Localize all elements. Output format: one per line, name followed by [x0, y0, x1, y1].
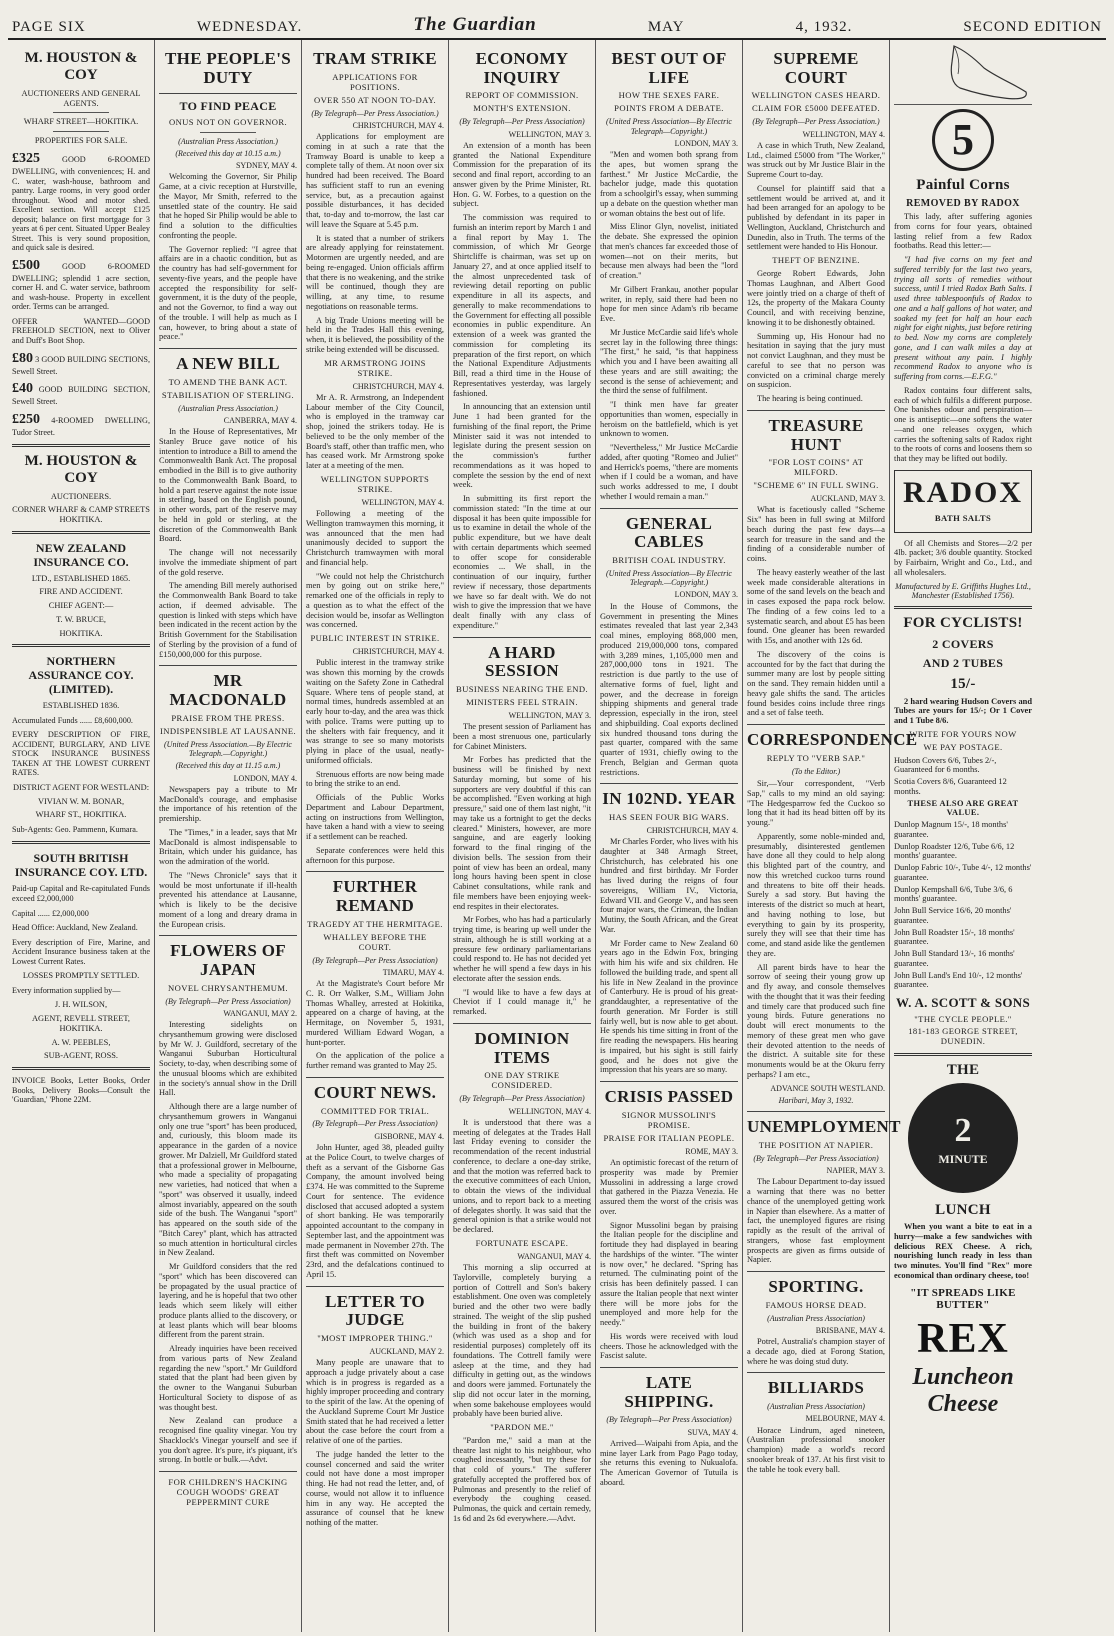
- article-paragraph: An extension of a month has been granted the National Expenditure Commission for the preparation of its second and final report, according to an answer given by the Prime Minister, Rt. Hon. G. W. Forbes, to a question on the subject.: [453, 140, 591, 209]
- article-paragraph: The "News Chronicle" says that it would be most unfortunate if ill-health prevented his attendance at Lausanne, which is likely to be the decisive moment of a long and dreary drama in the European crisis.: [159, 870, 297, 929]
- headline: SUPREME COURT: [773, 49, 859, 87]
- headline: TREASURE HUNT: [768, 415, 864, 454]
- article-paragraph: At the Magistrate's Court before Mr C. R. Orr Walker, S.M., William John Thomas Whalley, arrested at Hokitika, appeared on a charge of having, at the Hermitage, on November 5, 1931, murdered William Edward Wogan, a hunt-porter.: [306, 979, 444, 1047]
- article-paragraph: Mr Gilbert Frankau, another popular writer, in reply, said there had been no hope for men since Adam's rib became Eve.: [600, 284, 738, 324]
- headline: A NEW BILL: [176, 354, 280, 374]
- article-paragraph: "Men and women both sprang from the apes, but women sprang the farthest." Mr Justice McCardie, the bachelor judge, made this quotation from a schoolgirl's essay, when summing up a debate on the question whether man or woman obtains the best out of life.: [600, 150, 738, 218]
- letter-paragraph: Sir,—Your correspondent, "Verb Sap," calls to my mind an old saying: "The Hedgesparrow fed the Cuckoo so long that it had its head bitten off by its young.": [747, 779, 885, 828]
- article-paragraph: Mr Forbes, who has had a particularly trying time, is bearing up well under the strain, although he is still working at a pressure few ordinary parliamentarians could respond to. He has not decided yet whether he will spend a few days in his electorate after the session ends.: [453, 915, 591, 983]
- headline: BILLIARDS: [767, 1378, 865, 1398]
- subheading: MONTH'S EXTENSION.: [473, 103, 571, 114]
- subheading: "PARDON ME.": [490, 1422, 554, 1432]
- masthead: [8, 8, 1106, 40]
- columns: [8, 40, 1106, 1632]
- houston-auctioneers: AUCTIONEERS.: [50, 491, 112, 501]
- advert-paragraph: New Zealand can produce a recognised fine quality vinegar. You try Shacklock's Vinegar yourself and see if you don't agree. It's pure, it's piquant, it's strong. In bottle or bulk.—Advt.: [159, 1416, 297, 1465]
- property-listing: £325 GOOD 6-ROOMED DWELLING, with conveniences; H. and C. water, wash-house, bathroom and pantry. Large rooms, in very good order throughout. Wood and motor shed. Excellent section. Will accept £125 deposit; balance on first mortgage for 3 years at 6 per cent. Situated Upper Bealey Street. This is very sound proposition, and quick sale is desired.: [12, 150, 151, 253]
- headline: TRAM STRIKE: [313, 49, 437, 68]
- article-paragraph: "I would like to have a few days at Cheviot if I could manage it," he remarked.: [453, 987, 591, 1017]
- headline: FURTHER REMAND: [332, 877, 418, 915]
- article-paragraph: An optimistic forecast of the return of prosperity was made by Premier Mussolini in addressing a large crowd that gathered in the Piazza Venezia. He assured them the worst of the crisis was over.: [600, 1158, 738, 1216]
- article-paragraph: Counsel for plaintiff said that a settlement would be arrived at, and it had been arranged for an apology to be published by defendant in its paper in Wellington, Auckland, Christchurch and Dunedin, also in Truth. The terms of the settlement were handed to His Honour.: [747, 183, 885, 252]
- dateline: LONDON, MAY 4.: [233, 773, 297, 783]
- headline-secondary: TO FIND PEACE: [179, 99, 277, 114]
- column-6: [743, 40, 918, 1632]
- letter-signature: ADVANCE SOUTH WESTLAND.: [770, 1083, 885, 1093]
- article-paragraph: John Hunter, aged 38, pleaded guilty at the Police Court, to twelve charges of theft as a servant of the Gisborne Gas Company, the amount involved being £374. He was committed to the Supreme Court for sentence. The evidence disclosed that accused adopted a system of short banking. He was temporarily appointed accountant to the company in September last, and the appointment was made permanent in November 27th. The first theft was committed on November 23rd, and the defalcations continued to April 15.: [306, 1143, 444, 1279]
- headline: SPORTING.: [768, 1277, 864, 1296]
- headline: DOMINION ITEMS: [474, 1028, 570, 1067]
- dateline: WELLINGTON, MAY 4.: [802, 129, 885, 139]
- dateline: NAPIER, MAY 3.: [826, 1165, 885, 1175]
- article-paragraph: Horace Lindrum, aged nineteen, (Australian professional snooker champion) made a world's record snooker break of 137. At his first visit to the table he took every ball.: [747, 1425, 885, 1474]
- list-heading: THESE ALSO ARE GREAT VALUE.: [907, 798, 1019, 818]
- article-paragraph: His words were received with loud cheers. Those he acknowledged with the Fascist salute.: [600, 1331, 738, 1361]
- corn-ad-subheadline: REMOVED BY RADOX: [906, 197, 1020, 209]
- article-paragraph: Newspapers pay a tribute to Mr MacDonald's courage, and emphasise the importance of his retention of the premiership.: [159, 784, 297, 824]
- article-paragraph: Mr Forder came to New Zealand 60 years ago in the Edwin Fox, bringing with him his wife and six children. He followed the building trade, and spent all his life in New Zealand in the province of Canterbury. He is proud of his great-granddaughter, a representative of the fourth generation. Mr Forder is still fairly well, but is now able to get about. He spends his time sitting in front of the fire reading the newspapers. His hearing is impaired, but his sight is still fairly good, and he does not give the impression that his years are so many.: [600, 938, 738, 1075]
- subheading: HOW THE SEXES FARE.: [618, 90, 720, 101]
- article-paragraph: It is stated that a number of strikers are already applying for reinstatement. Motormen are urgently needed, and are being re-engaged. Union officials affirm that there is no weakening, and the strike will be continued, though they are willing, at any time, to resume negotiations on reasonable terms.: [306, 233, 444, 311]
- cycle-price-list: [894, 756, 1032, 991]
- chief-agent-label: CHIEF AGENT:—: [48, 601, 114, 611]
- received-line: (Received this day at 10.15 a.m.): [175, 148, 281, 158]
- south-british-title: SOUTH BRITISH INSURANCE COY. LTD.: [14, 850, 148, 879]
- credit-line: (By Telegraph—Per Press Association): [459, 117, 585, 127]
- column-3: [302, 40, 449, 1632]
- article-paragraph: In the House of Representatives, Mr Stanley Bruce gave notice of his intention to introduce a Bill to amend the Commonwealth Bank Act. The proposal embodied in the Bill is to give authority to the Commonwealth Bank Board, to hold a part reserve against the note issue in sterling, based on the English pound, in other words, part of the reserve may be held in gold or sterling, at the discretion of the Commonwealth Bank Board.: [159, 427, 297, 544]
- column-4: [449, 40, 596, 1632]
- district-agent-address: WHARF ST., HOKITIKA.: [35, 810, 127, 820]
- article-paragraph: Mr A. R. Armstrong, an Independent Labour member of the City Council, who is employed in the tramway car shop, joined the strikers today. He is believed to be the only member of the Board's staff, other than traffic men, who has ceased work. Mr Armstrong spoke later at a meeting of the men.: [306, 392, 444, 471]
- article-paragraph: On the application of the police a further remand was granted to May 25.: [306, 1051, 444, 1071]
- dateline: LONDON, MAY 3.: [674, 138, 738, 148]
- headline: BEST OUT OF LIFE: [611, 49, 727, 87]
- corn-ad-testimonial: "I had five corns on my feet and suffered terribly for the last two years, trying all sorts of remedies without success, until I tried Radox Bath Salts. I used three tablespoonfuls of Radox to one and a half gallons of hot water, and soaked my feet for half an hour each night for eight nights, just before retiring to bed. Now my corns are completely gone, and I can walk miles a day at present without any pain. I highly recommend Radox to anyone who is suffering from corns.—E.F.G.": [894, 255, 1032, 382]
- subheading: WHALLEY BEFORE THE COURT.: [323, 931, 427, 952]
- dateline: CHRISTCHURCH, MAY 4.: [352, 647, 444, 656]
- subheading: FAMOUS HORSE DEAD.: [765, 1299, 867, 1310]
- northern-established: ESTABLISHED 1836.: [42, 701, 120, 711]
- scott-tagline: "THE CYCLE PEOPLE.": [914, 1013, 1012, 1024]
- subheading: WELLINGTON CASES HEARD.: [751, 90, 881, 101]
- dateline: SUVA, MAY 4.: [687, 1427, 738, 1437]
- cyclists-write: WRITE FOR YOURS NOW: [909, 728, 1017, 739]
- dateline: ROME, MAY 3.: [685, 1146, 738, 1156]
- subheading: CLAIM FOR £5000 DEFEATED.: [752, 103, 880, 114]
- property-listing: £250 4-ROOMED DWELLING, Tudor Street.: [12, 412, 151, 438]
- subheading: WELLINGTON SUPPORTS STRIKE.: [320, 473, 430, 494]
- houston-ad-title: M. HOUSTON & COY: [24, 50, 138, 84]
- credit-line: (United Press Association—By Electric Telegraph—Copyright.): [606, 117, 732, 136]
- radox-subtitle: BATH SALTS: [934, 512, 992, 523]
- headline: LATE SHIPPING.: [624, 1373, 714, 1411]
- headline: THE PEOPLE'S DUTY: [165, 49, 291, 87]
- radox-stockists: Of all Chemists and Stores—2/2 per 4lb. packet; 3/6 double quantity. Stocked by Fairbairn, Wright and Co., Ltd., and all wholesalers.: [894, 538, 1032, 577]
- credit-line: (United Press Association—By Electric Telegraph.—Copyright.): [606, 568, 732, 588]
- article-paragraph: Potrel, Australia's champion stayer of a decade ago, died at Forong Station, where he was doing stud duty.: [747, 1337, 885, 1366]
- rex-lunch: LUNCH: [935, 1201, 991, 1218]
- article-paragraph: Many people are unaware that to approach a judge privately about a case which is in progress is regarded as a highly improper proceeding and contrary to the spirit of the law. At the opening of the Auckland Supreme Court Mr Justice Smith stated that he had received a letter about the case before the court from a relative of one of the parties.: [306, 1358, 444, 1446]
- rex-clock-label: MINUTE: [938, 1151, 988, 1166]
- dateline: AUCKLAND, MAY 3.: [810, 494, 885, 504]
- list-item: John Bull Service 16/6, 20 months' guarantee.: [894, 906, 1012, 925]
- credit-line: (By Telegraph—Per Press Association.): [752, 117, 880, 127]
- northern-assurance-title: NORTHERN ASSURANCE COY. (LIMITED).: [28, 654, 134, 697]
- property-listing: £40 GOOD BUILDING SECTION, Sewell Street.: [12, 381, 150, 407]
- south-british-office: Head Office: Auckland, New Zealand.: [12, 923, 138, 933]
- dateline: LONDON, MAY 3.: [674, 590, 738, 600]
- article-paragraph: In submitting its first report the commission stated: "In the time at our disposal it has been quite impossible for us to examine in detail the whole of the public expenditure, but we have dealt with certain departments which seemed to offer scope for considerable economies ... We shall, in the continuation of our inquiry, further review if necessary, those departments we have so far dealt with. We do not wish to give the impression that we have dealt finally with any class of expenditure.": [453, 494, 591, 630]
- article-paragraph: The judge handed the letter to the counsel concerned and said the writer could not have done a most improper thing. He had not read the letter, and, of course, would not allow it to influence him in any way. He accepted the assurance of counsel that he knew nothing of the matter.: [306, 1449, 444, 1528]
- letter-paragraph: All parent birds have to hear the sorrow of seeing their young grow up and fly away, and console themselves with the thought that it was their feeding and timely care that produced such fine young birds. Future generations no doubt will erect monuments to the memory of these great men who gave their devoted attention to the needs of the district. A suitable site for these monuments would be at the Okuru ferry perhaps? I am etc.,: [747, 962, 885, 1079]
- dateline: MELBOURNE, MAY 4.: [805, 1414, 885, 1424]
- scott-address: 181-183 GEORGE STREET, DUNEDIN.: [908, 1026, 1018, 1047]
- district-agent-label: DISTRICT AGENT FOR WESTLAND:: [12, 782, 150, 792]
- article-paragraph: Separate conferences were held this afternoon for this purpose.: [306, 845, 444, 865]
- headline: ECONOMY INQUIRY: [475, 49, 569, 87]
- subheading: OVER 550 AT NOON TO-DAY.: [313, 94, 437, 105]
- article-paragraph: Public interest in the tramway strike was shown this morning by the crowds waiting on the Safety Zone in Cathedral Square. Where tens of people stand, at normal times, hundreds assembled at an early hour to-day, and the area was thick with police. Trams were putting up to the shelters with fair frequency, and it was strange to see so many motorists plying in place of the usual, neatly-uniformed officials.: [306, 658, 444, 765]
- subheading: REPORT OF COMMISSION.: [465, 90, 579, 101]
- subheading: THEFT OF BENZINE.: [772, 255, 860, 266]
- article-paragraph: "I think men have far greater opportunities than women, especially in heroism on the battlefield, which is yet unknown to women.: [600, 400, 738, 439]
- article-paragraph: It is understood that there was a meeting of delegates at the Trades Hall last Friday evening to consider the recommendation of the recent industrial conference, to declare a one-day strike, and that the motion was referred back to the executive committees of each Union, to obtain the views of the individual unions, and to report back to a meeting of delegates shortly. It was said that the general opinion is that a strike would not be declared.: [453, 1117, 591, 1235]
- dateline: TIMARU, MAY 4.: [382, 967, 444, 977]
- article-paragraph: The Labour Department to-day issued a warning that there was no better chance of the unemployed getting work in Napier than elsewhere. As a matter of fact, the unemployed figures are rising rapidly as the result of the arrival of strangers, whose fast employment prospects are given as firms outside of Napier.: [747, 1177, 885, 1265]
- headline: CRISIS PASSED: [604, 1087, 734, 1107]
- subheading: "SCHEME 6" IN FULL SWING.: [753, 480, 879, 491]
- wilson-name: J. H. WILSON,: [54, 1000, 108, 1010]
- peebles-name: A. W. PEEBLES,: [51, 1037, 111, 1047]
- woods-cure-ad: FOR CHILDREN'S HACKING COUGH WOODS' GREAT PEPPERMINT CURE: [168, 1477, 288, 1508]
- rex-cheese: Cheese: [927, 1391, 999, 1418]
- article-paragraph: Although there are a large number of chrysanthemum growers in Wanganui only one true "sport" has been produced, and, curiously, this bloom made its appearance in the garden of a novice grower. Mr Dalziell, Mr Guildford stated that a professional grower in Melbourne, who made a speciality of propagating new varieties, had noticed that when a "sport" was observed it usually, indeed almost invariably, appeared on the south side of the bush. The Wanganui "sport" has appeared on the south side of the "Bitch Carey" plant, which has attracted so much attention in horticultural circles in New Zealand.: [159, 1102, 297, 1258]
- headline: MR MACDONALD: [169, 671, 287, 710]
- page-number: PAGE SIX: [12, 19, 86, 35]
- column-1-advertisements: [8, 40, 155, 1632]
- subheading: MINISTERS FEEL STRAIN.: [466, 696, 578, 707]
- article-paragraph: A big Trade Unions meeting will be held in the Trades Hall this evening, when, it is believed, the possibility of the strike being extended will be discussed.: [306, 315, 444, 354]
- column-7-advertisements: [890, 40, 1036, 1632]
- dateline: WANGANUI, MAY 4.: [517, 1251, 591, 1261]
- cyclists-headline: FOR CYCLISTS!: [903, 615, 1023, 632]
- article-paragraph: The "Times," in a leader, says that Mr MacDonald is almost indispensable to Britain, which under his guidance, has won the admiration of the world.: [159, 827, 297, 867]
- list-item: Hudson Covers 6/6, Tubes 2/-, Guaranteed for 6 months.: [894, 755, 997, 775]
- dateline: WELLINGTON, MAY 4.: [361, 497, 444, 507]
- houston-ad-subtitle: AUCTIONEERS AND GENERAL AGENTS.: [21, 88, 141, 108]
- credit-line: (Australian Press Association): [767, 1313, 865, 1323]
- scott-name: W. A. SCOTT & SONS: [895, 995, 1030, 1011]
- nz-insurance-title: NEW ZEALAND INSURANCE CO.: [33, 540, 129, 569]
- headline: A HARD SESSION: [485, 642, 559, 681]
- dateline: SYDNEY, MAY 4.: [235, 161, 297, 171]
- properties-heading: PROPERTIES FOR SALE.: [34, 136, 128, 146]
- article-paragraph: Summing up, His Honour had no hesitation in saying that the jury must not convict Laughnan, and they must be careful to see that no person was convicted on a criminal charge merely on suspicion.: [747, 331, 885, 390]
- chief-agent-name: T. W. BRUCE,: [56, 614, 106, 624]
- district-agent-name: VIVIAN W. M. BONAR,: [37, 796, 125, 806]
- weekday: WEDNESDAY.: [196, 19, 303, 35]
- article-paragraph: George Robert Edwards, John Thomas Laughnan, and Albert Good were jointly tried on a charge of theft of 12s, the property of the Makara County Council, and with receiving benzine, knowing it to be dishonestly obtained.: [747, 269, 885, 327]
- subheading: PRAISE FROM THE PRESS.: [171, 712, 285, 723]
- advert-paragraph: "Pardon me," said a man at the theatre last night to his neighbour, who coughed incessantly, "but try these for that cold of yours." The sufferer gratefully accepted the proffered box of Pulmonas and presently to the relief of everybody the coughing ceased. Pulmonas, the quick and certain remedy, 1s 6d and 2s 6d everywhere.—Advt.: [453, 1435, 591, 1523]
- subheading: SIGNOR MUSSOLINI'S PROMISE.: [621, 1109, 717, 1130]
- subheading: ONUS NOT ON GOVERNOR.: [168, 116, 288, 127]
- headline: COURT NEWS.: [313, 1082, 437, 1102]
- headline: FLOWERS OF JAPAN: [170, 941, 286, 980]
- subheading: ONE DAY STRIKE CONSIDERED.: [484, 1070, 560, 1091]
- dateline: CHRISTCHURCH, MAY 4.: [646, 825, 738, 835]
- article-paragraph: The hearing is being continued.: [757, 394, 863, 404]
- list-item: Dunlop Roadster 12/6, Tube 6/6, 12 months' guarantee.: [894, 841, 1015, 861]
- article-paragraph: Already inquiries have been received from various parts of New Zealand regarding the new "sport." Mr Guildford stated that the plant had been given by the owner to the Wanganui Suburban Horticultural Society to dispose of as was thought best.: [159, 1344, 297, 1412]
- cyclists-offer-2: AND 2 TUBES: [922, 655, 1004, 670]
- subheading: PRAISE FOR ITALIAN PEOPLE.: [603, 1132, 735, 1143]
- article-paragraph: Signor Mussolini began by praising the Italian people for the discipline and fortitude they had displayed in bearing the hardships of the winter. "The winter is now over," he declared. "Spring has returned. The culminating point of the crisis has been definitely passed. I can assure the Italian people that next winter there will be more jobs for the unemployed and more help for the needy.": [600, 1220, 738, 1328]
- radox-manufacturer: Manufactured by E. Griffiths Hughes Ltd., Manchester (Established 1756).: [895, 581, 1031, 600]
- dateline: CHRISTCHURCH, MAY 4.: [352, 120, 444, 130]
- headline: LETTER TO JUDGE: [325, 1291, 425, 1330]
- property-listing: OFFER WANTED—GOOD FREEHOLD SECTION, next to Oliver and Duff's Boot Shop.: [12, 316, 150, 345]
- list-item: Scotia Covers 8/6, Guaranteed 12 months.: [894, 777, 1007, 796]
- article-paragraph: The commission was required to furnish an interim report by March 1 and a final report by May 1. The commission, of which Mr George Shirtcliffe is chairman, was set up on January 27, and at once applied itself to the almost unprecedented task of reviewing detail reporting on public expenditure in all its aspects, and generally to make recommendations to the Government for effecting all possible economies in public expenditure. An extension of a week was granted the commission for completing its preparation of the first report, on which the National Expenditure Adjustments Bill, read a third time in the House of Representatives yesterday, was largely fashioned.: [453, 213, 591, 398]
- subheading: STABILISATION OF STERLING.: [161, 389, 295, 400]
- list-item: John Bull Roadster 15/-, 18 months' guarantee.: [894, 927, 1015, 947]
- article-paragraph: In the House of Commons, the Government in presenting the Mines estimates revealed that last year 2,343 coal mines, employing 868,000 men, produced 219,000,000 tons, compared with 3,289 mines, 1,105,000 men and 287,000,000 tons in 1921. The restriction is due partly to the use of alternative forms of fuel, light and power, and the decrease in foreign shipping shipments and general trade depression, especially in the iron, steel and shipbuilding. Coal exports declined six hundred thousand tons during the past quarter, compared with the same quarter of 1931, chiefly owing to the French, Belgian and German quota restrictions.: [600, 601, 738, 777]
- article-paragraph: The heavy easterly weather of the last week made considerable alterations in some of the sand levels on the beach and in cases exposed the papa rock below. The finding of a few coins led to a systematic search, and about £5 has been found. One gleaner has been rewarded with 15s, and another with 12s 6d.: [747, 567, 885, 646]
- credit-line: (Australian Press Association): [767, 1402, 865, 1412]
- credit-line: (By Telegraph—Per Press Association): [606, 1415, 732, 1425]
- property-listing: £80 3 GOOD BUILDING SECTIONS, Sewell Street.: [12, 350, 151, 376]
- corn-count: 5: [932, 109, 994, 171]
- column-2: [155, 40, 302, 1632]
- northern-funds: Accumulated Funds ...... £8,600,000.: [12, 715, 133, 725]
- list-item: John Bull Land's End 10/-, 12 months' guarantee.: [894, 970, 1023, 990]
- rex-clock-number: 2: [954, 1111, 972, 1149]
- corn-ad-body-2: Radox contains four different salts, each of which fulfils a different purpose. One banishes odour and perspiration—one is antiseptic—one softens the water—and one releases oxygen, which carries the softening salts of Radox right to the roots of corns and loosens them so that they may be lifted out bodily.: [894, 385, 1032, 464]
- foot-icon: [894, 44, 1032, 102]
- chief-agent-town: HOKITIKA.: [59, 628, 103, 638]
- cyclists-postage: WE PAY POSTAGE.: [923, 741, 1003, 752]
- subheading: MR ARMSTRONG JOINS STRIKE.: [324, 357, 426, 378]
- cyclists-price: 15/-: [950, 676, 976, 693]
- rex-brand: REX: [917, 1315, 1009, 1362]
- article-paragraph: The discovery of the coins is accounted for by the fact that during the summer many are lost by people sitting on the sand. They remain hidden until a heavy gale shifts the sand. The articles found besides coins include three rings and a set of false teeth.: [747, 649, 885, 718]
- list-item: Dunlop Kempshall 6/6, Tube 3/6, 6 months' guarantee.: [894, 884, 1013, 904]
- houston-ad-title-2: M. HOUSTON & COY: [24, 452, 138, 487]
- peebles-address: SUB-AGENT, ROSS.: [43, 1051, 119, 1061]
- rex-the: THE: [946, 1062, 980, 1079]
- dateline: BRISBANE, MAY 4.: [815, 1325, 885, 1335]
- subheading: THE POSITION AT NAPIER.: [758, 1139, 874, 1150]
- rex-logo: [894, 1315, 1032, 1419]
- article-paragraph: The amending Bill merely authorised the Commonwealth Bank Board to take action, if deemed advisable. The question is linked with steps which have been indicated in the recent action by the British Government for the Stabilisation of Sterling by the provision of a fund of £150,000,000 for this purpose.: [159, 581, 297, 659]
- rex-luncheon: Luncheon: [912, 1363, 1014, 1390]
- corn-ad-headline: Painful Corns: [916, 177, 1010, 193]
- subheading: TRAGEDY AT THE HERMITAGE.: [307, 918, 443, 929]
- article-paragraph: Interesting sidelights on chrysanthemum growing were disclosed by Mr W. J. Guildford, secretary of the Wanganui Suburban Horticultural Society, to-day, when describing some of the unusual blooms which are exhibited in the society's annual show in the Drill Hall.: [159, 1020, 297, 1098]
- subheading: REPLY TO "VERB SAP.": [766, 752, 866, 763]
- dateline: CHRISTCHURCH, MAY 4.: [352, 381, 444, 391]
- foot-illustration: [894, 44, 1032, 105]
- headline: IN 102ND. YEAR: [602, 789, 736, 809]
- editor-salutation: (To the Editor.): [791, 766, 841, 776]
- article-paragraph: Mr Charles Forder, who lives with his daughter at 348 Armagh Street, Christchurch, has celebrated his one hundred and first birthday. Mr Forder has lived during the reigns of four sovereigns, William IV., Victoria, Edward VII. and George V., and has seen four major wars, the Crimean, the Indian Mutiny, the South African, and the Great War.: [600, 837, 738, 934]
- received-line: (Received this day at 11.15 a.m.): [175, 761, 281, 771]
- losses-settled: LOSSES PROMPTLY SETTLED.: [22, 971, 140, 981]
- dateline: WELLINGTON, MAY 4.: [508, 1106, 591, 1116]
- subheading: POINTS FROM A DEBATE.: [614, 103, 724, 114]
- article-paragraph: Strenuous efforts are now being made to bring the strike to an end.: [306, 769, 444, 789]
- subheading: HAS SEEN FOUR BIG WARS.: [608, 811, 730, 822]
- subheading: BUSINESS NEARING THE END.: [455, 683, 589, 694]
- houston-ad-address: WHARF STREET—HOKITIKA.: [23, 117, 139, 127]
- article-paragraph: "We could not help the Christchurch men by going out on strike here," remarked one of the officials in reply to a question as to what the effect of the decision would be, insofar as Wellington was concerned.: [306, 571, 444, 630]
- article-paragraph: Mr Guildford considers that the red "sport" which has been discovered can be propagated by the usual practice of layering, and he is hopeful that two other leads which seem likely will either produce plants allied to the discovery, or at least plants which will bear blooms different from the parent strain.: [159, 1262, 297, 1340]
- article-paragraph: "Nevertheless," Mr Justice McCardie added, after quoting "Romeo and Juliet" and Herrick's poems, "there are moments when if I could be a woman, and have such works addressed to me, I doubt whether I would remain a man.": [600, 443, 738, 501]
- credit-line: (By Telegraph—Per Press Association): [753, 1153, 879, 1163]
- article-paragraph: Following a meeting of the Wellington tramwaymen this morning, it was announced that the men had unanimously decided to support the Christchurch tramwaymen with moral and financial help.: [306, 509, 444, 567]
- article-paragraph: What is facetiously called "Scheme Six" has been in full swing at Milford beach during the past few days—a search for treasure in the sand and the finding of a considerable number of coins.: [747, 505, 885, 564]
- list-item: Dunlop Fabric 10/-, Tube 4/-, 12 months' guarantee.: [894, 863, 1032, 882]
- edition-label: SECOND EDITION: [963, 19, 1102, 35]
- article-paragraph: Miss Elinor Glyn, novelist, initiated the debate. She expressed the opinion that men's chances far exceeded those of women—not on their merits, but because men always had been the "lord of creation.": [600, 222, 738, 281]
- credit-line: (By Telegraph—Per Press Association): [165, 996, 291, 1006]
- article-paragraph: The Governor replied: "I agree that affairs are in a chaotic condition, but as the country has had self-government for seventy-five years, and the people have accepted the responsibility for self-government, it is the duty of the people, and not the Governor, to find a way out of the trouble. I will help as much as I can, however, to bring about a state of peace.": [159, 244, 297, 342]
- dateline: CANBERRA, MAY 4.: [223, 415, 297, 425]
- article-paragraph: The present session of Parliament has been a most strenuous one, particularly for Cabinet Ministers.: [453, 722, 591, 751]
- info-supplied: Every information supplied by—: [12, 985, 121, 995]
- property-listing: £500 GOOD 6-ROOMED DWELLING; splendid 1 acre section, corner H. and C. water service, bathroom and wash-house. Property in excellent order. Terms can be arranged.: [12, 257, 151, 312]
- clock-icon: [908, 1083, 1018, 1193]
- houston-corner-address: CORNER WHARF & CAMP STREETS HOKITIKA.: [12, 505, 150, 525]
- subheading: COMMITTED FOR TRIAL.: [320, 1105, 430, 1116]
- article-paragraph: Mr Forbes has predicted that the business will be finished by next Saturday morning, but some of his supporters are very doubtful if this can be accomplished. "Even working at high pressure," said one of them last night, "it may take us a fortnight to get the decks cleared." Ministers, however, are more sanguine, and are eagerly looking forward to the final ringing of the division bells. The session from their point of view has been an ordeal, many long hours having been spent in close Cabinet consultations, while rank and file members have been enjoying week-end respites in their electorates.: [453, 755, 591, 911]
- article-paragraph: In announcing that an extension until June 1 had been granted for the furnishing of the final report, the Prime Minister said it was not intended to legislate during the present session on the commission's further recommendations as it was hoped to complete the session by the end of next week.: [453, 402, 591, 490]
- cyclists-offer-1: 2 COVERS: [932, 636, 994, 651]
- article-paragraph: Welcoming the Governor, Sir Philip Game, at a civic reception at Hurstville, the Mayor, Mr Smith, referred to the unsettled state of the country. He said that he hoped Sir Philip would be able to find a solution to the difficulties confronting the people.: [159, 172, 297, 240]
- list-item: Dunlop Magnum 15/-, 18 months' guarantee.: [894, 820, 1008, 839]
- credit-line: (By Telegraph—Per Press Association): [312, 1119, 438, 1129]
- list-item: John Bull Standard 13/-, 16 months' guarantee.: [894, 949, 1015, 968]
- invoice-books-ad: INVOICE Books, Letter Books, Order Books, Delivery Books—Consult the 'Guardian,' 'Phone 22M.: [12, 1076, 150, 1105]
- article-paragraph: Officials of the Public Works Department and Labour Department, acting on instructions from Wellington, have taken a hand with a view to seeing if a settlement can be reached.: [306, 793, 444, 842]
- dateline: GISBORNE, MAY 4.: [374, 1131, 444, 1141]
- cyclists-body: 2 hard wearing Hudson Covers and Tubes are yours for 15/-; Or 1 Cover and 1 Tube 8/6.: [894, 696, 1032, 726]
- subheading: "FOR LOST COINS" AT MILFORD.: [768, 457, 864, 478]
- dateline: AUCKLAND, MAY 2.: [369, 1346, 444, 1356]
- rex-body: When you want a bite to eat in a hurry—make a few sandwiches with delicious REX Cheese. A rich, nourishing lunch ready in less than two minutes. You'll find "Rex" more economical than ordinary cheese, too!: [894, 1222, 1032, 1280]
- headline: CORRESPONDENCE: [747, 730, 918, 750]
- south-british-capital: Capital ...... £2,000,000: [12, 908, 89, 918]
- column-5: [596, 40, 743, 1632]
- article-paragraph: Arrived—Waipahi from Apia, and the mine layer Lark from Pago Pago today, she returns this evening to Nukualofa. The American Governor of Tutuila is aboard.: [600, 1438, 738, 1487]
- credit-line: (United Press Association.—By Electric Telegraph.—Copyright.): [164, 739, 292, 759]
- credit-line: (Australian Press Association.): [178, 136, 278, 146]
- issue-month: MAY: [647, 19, 685, 35]
- nz-insurance-established: LTD., ESTABLISHED 1865.: [31, 573, 131, 583]
- wilson-address: AGENT, REVELL STREET, HOKITIKA.: [32, 1014, 130, 1033]
- article-paragraph: This morning a slip occurred at Taylorville, completely burying a portion of Cottrell and Son's bakery establishment. One oven was completely buried and the other two were badly strained. The weight of the slip pushed the building in front of the bakery (which was used as a shop and for residential purposes) completely off its foundations. The Cottrell family were asleep at the time, and they had difficulty in getting out, as the windows and doors were jammed. Fortunately the slip did not occur later in the morning, when some bakehouse employees would probably have been buried alive.: [453, 1263, 591, 1419]
- south-british-business: Every description of Fire, Marine, and Accident Insurance business taken at the Lowest Current Rates.: [12, 937, 150, 966]
- subheading: "MOST IMPROPER THING.": [317, 1332, 433, 1343]
- subheading: NOVEL CHRYSANTHEMUM.: [168, 982, 288, 993]
- subheading: INDISPENSIBLE AT LAUSANNE.: [159, 725, 297, 736]
- south-british-funds: Paid-up Capital and Re-capitulated Funds exceed £2,000,000: [12, 884, 150, 903]
- radox-logo: RADOX: [903, 475, 1023, 509]
- letter-paragraph: Apparently, some noble-minded and, presumably, disinterested gentlemen have done all they could to help along this blighted part of the country, and now this wretched cuckoo turns round and threatens to bite off their heads. Surely a sad story. But having the interests of the district so much at heart, and having nothing to lose, but everything to gain by its prosperity, surely they will see that their time has come, and stand aside like the gentlemen they are.: [747, 831, 885, 958]
- radox-ad: [894, 470, 1032, 533]
- dateline: WANGANUI, MAY 2.: [223, 1008, 297, 1018]
- sub-agents: Sub-Agents: Geo. Pammenn, Kumara.: [12, 825, 138, 835]
- subheading: TO AMEND THE BANK ACT.: [168, 376, 288, 387]
- northern-business: EVERY DESCRIPTION OF FIRE, ACCIDENT, BURGLARY, AND LIVE STOCK INSURANCE BUSINESS TAKEN AT THE LOWEST CURRENT RATES.: [12, 730, 150, 778]
- article-paragraph: A case in which Truth, New Zealand, Ltd., claimed £5000 from "The Worker," was struck out by Mr Justice Blair in the Supreme Court to-day.: [747, 140, 885, 180]
- corn-ad-body: This lady, after suffering agonies from corns for four years, obtained lasting relief from a few Radox footbaths. Read this letter:—: [894, 212, 1032, 251]
- issue-date: 4, 1932.: [795, 19, 853, 35]
- credit-line: (By Telegraph—Per Press Association.): [311, 108, 439, 118]
- article-paragraph: Mr Justice McCardie said life's whole secret lay in the following three things: "The first," he said, "is that happiness which you and I have been awaiting all these years and are still awaiting; the second is the sense of achievement; and the third the sense of fulfilment.: [600, 327, 738, 396]
- fire-accident: FIRE AND ACCIDENT.: [39, 587, 123, 597]
- credit-line: (Australian Press Association.): [178, 403, 278, 413]
- letter-date: Haribari, May 3, 1932.: [778, 1095, 854, 1105]
- headline: UNEMPLOYMENT: [747, 1117, 901, 1137]
- credit-line: (By Telegraph—Per Press Association): [312, 955, 438, 965]
- headline: GENERAL CABLES: [625, 513, 713, 552]
- article-paragraph: The change will not necessarily involve the immediate shipment of part of the gold reserve.: [159, 548, 297, 577]
- subheading: BRITISH COAL INDUSTRY.: [612, 554, 726, 565]
- article-paragraph: Applications for employment are coming in at such a rate that the Tramway Board is unable to keep a complete tally of them. At noon over six hundred had been received. The Board has sufficient staff to run an evening service, but, as a precaution against possible disturbances, it has decided that, to-day and to-morrow, the last car will leave the Square at 5.45 p.m.: [306, 132, 444, 229]
- dateline: WELLINGTON, MAY 3.: [508, 129, 591, 139]
- subheading: FORTUNATE ESCAPE.: [475, 1237, 569, 1248]
- subheading: APPLICATIONS FOR POSITIONS.: [332, 71, 418, 92]
- rex-spreads: "IT SPREADS LIKE BUTTER": [910, 1286, 1016, 1311]
- newspaper-title: The Guardian: [413, 14, 537, 35]
- credit-line: (By Telegraph—Per Press Association): [459, 1094, 585, 1104]
- dateline: WELLINGTON, MAY 3.: [508, 710, 591, 720]
- subheading: PUBLIC INTEREST IN STRIKE.: [310, 633, 440, 644]
